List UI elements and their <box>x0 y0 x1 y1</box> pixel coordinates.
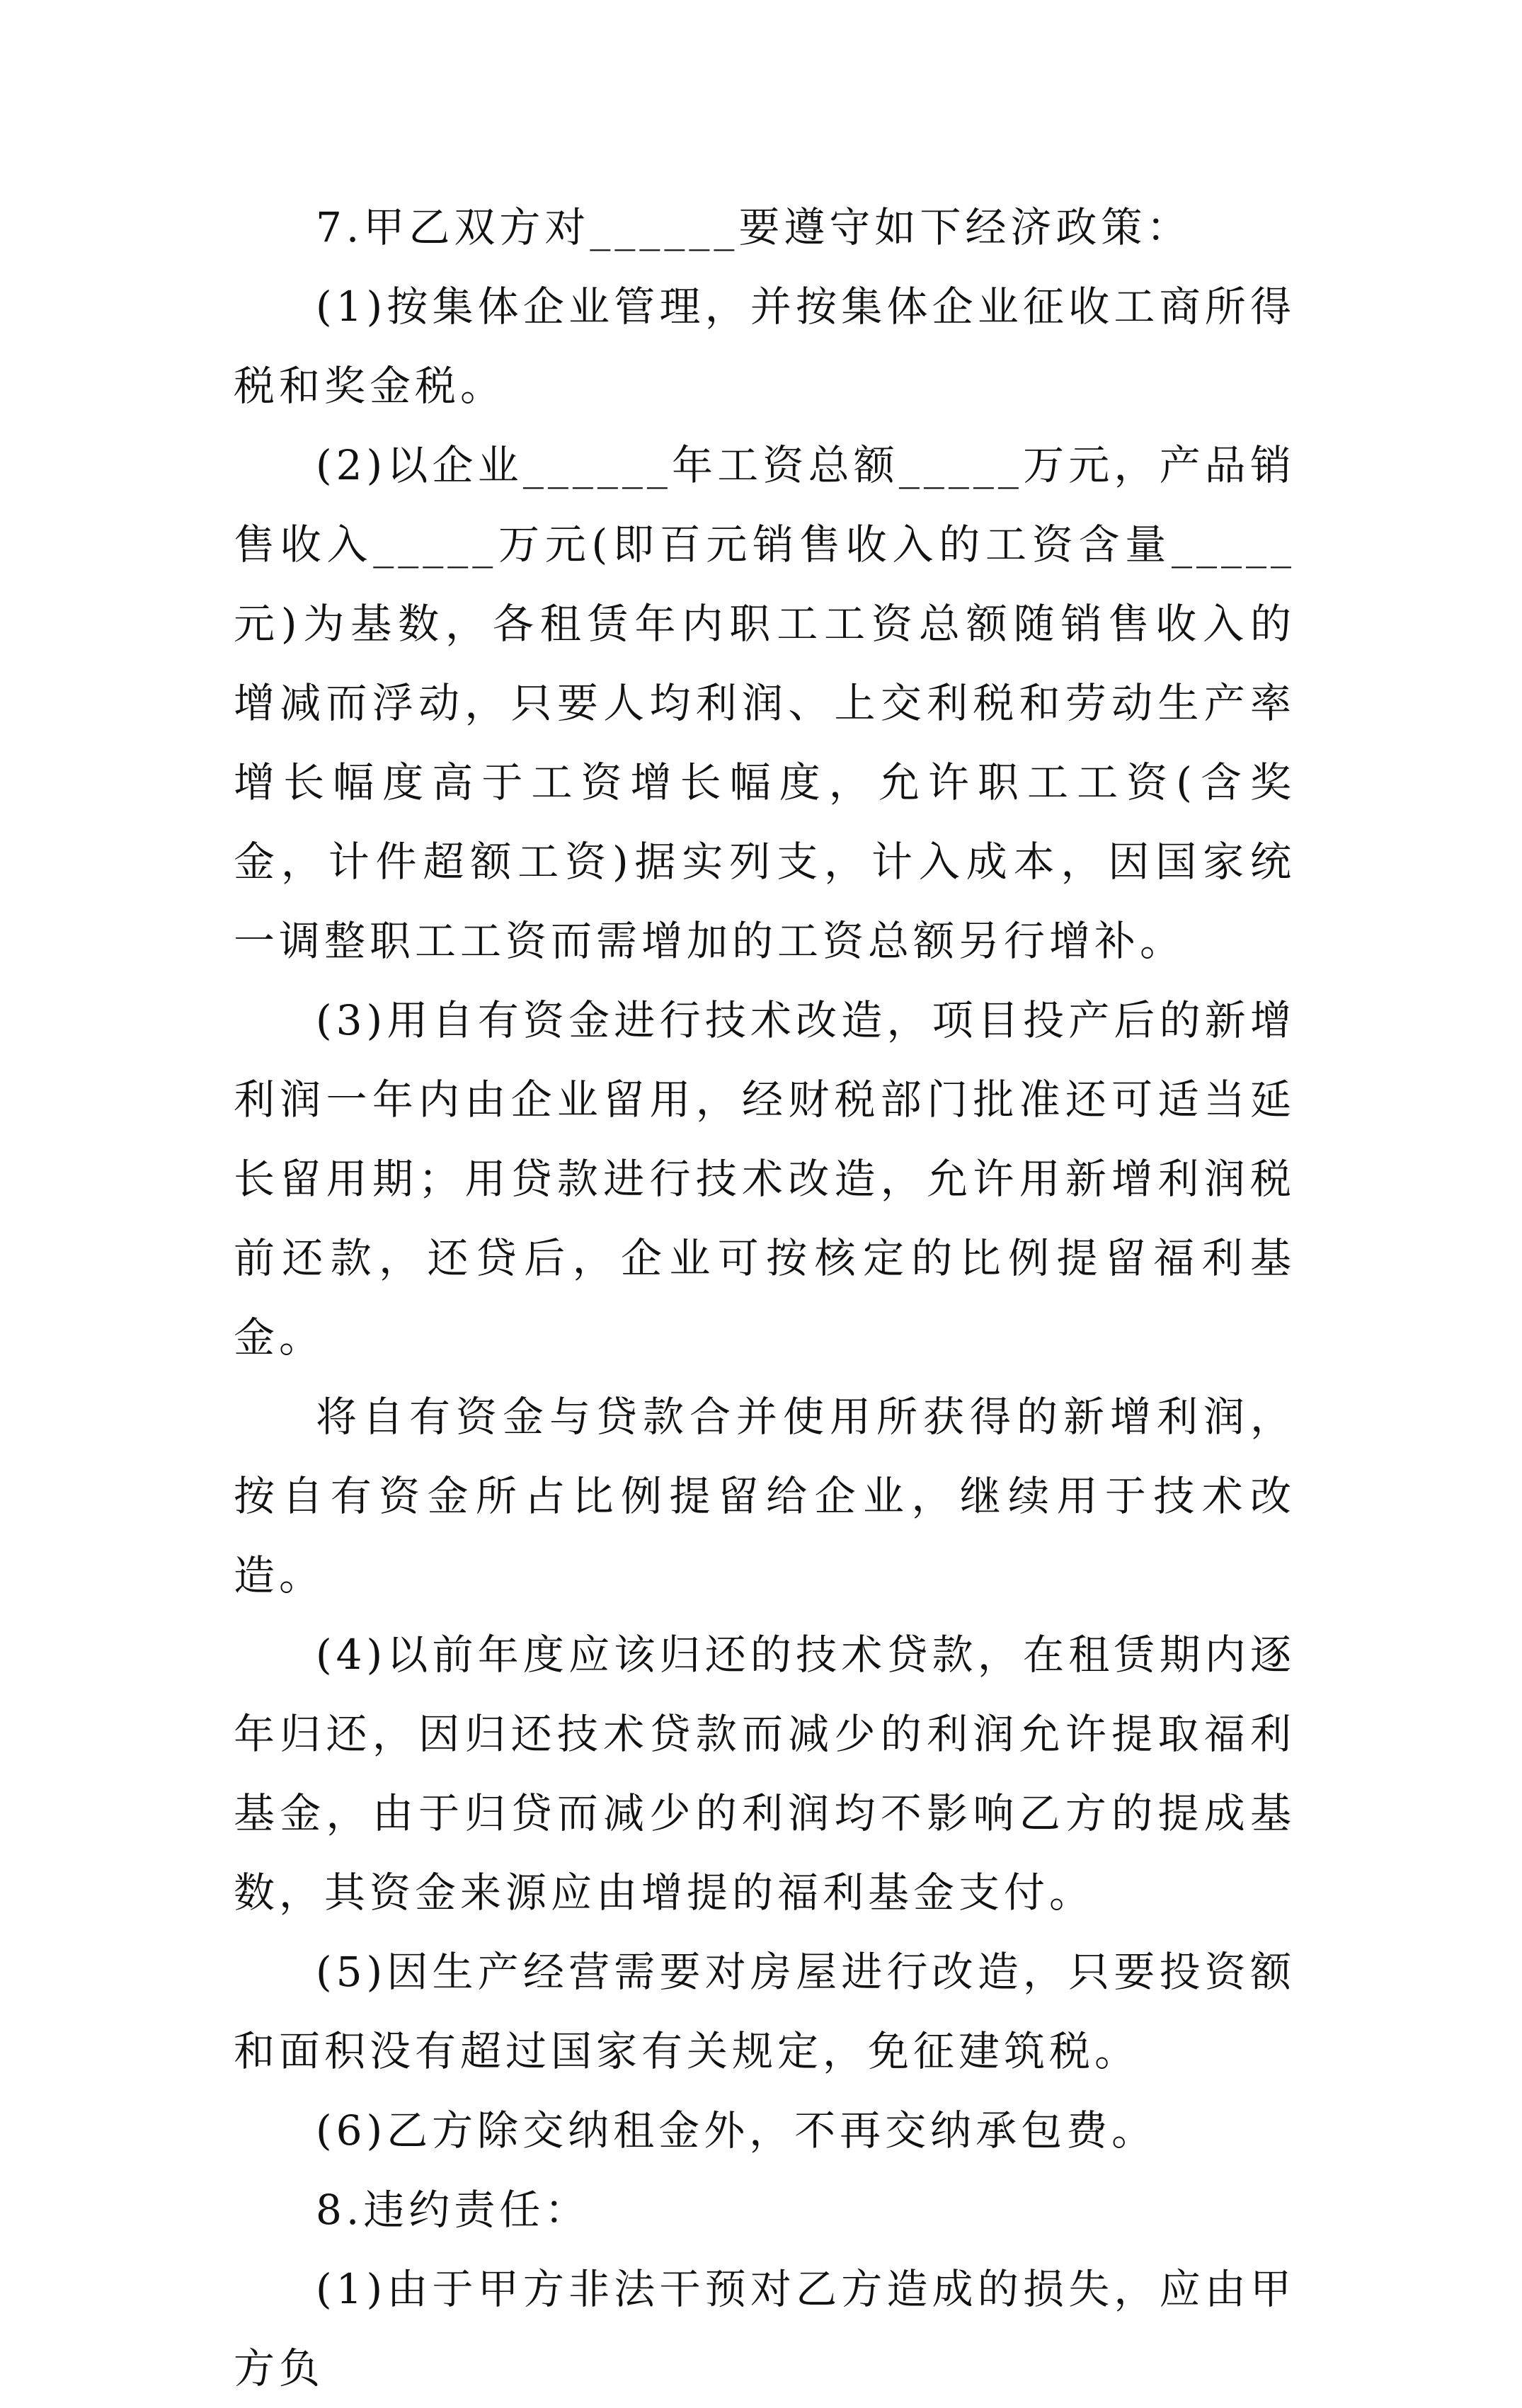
policy-item-4: (4)以前年度应该归还的技术贷款，在租赁期内逐年归还，因归还技术贷款而减少的利润允许提取福利基金，由于归贷而减少的利润均不影响乙方的提成基数，其资金来源应由增提的福利基金支付。 <box>234 1631 1295 1917</box>
policy-item-1: (1)按集体企业管理，并按集体企业征收工商所得税和奖金税。 <box>234 283 1295 410</box>
document-body <box>234 188 1295 2408</box>
liability-item-1: (1)由于甲方非法干预对乙方造成的损失，应由甲方负 <box>234 2265 1295 2392</box>
policy-item-5: (5)因生产经营需要对房屋进行改造，只要投资额和面积没有超过国家有关规定，免征建筑税。 <box>234 1948 1295 2075</box>
policy-item-3: (3)用自有资金进行技术改造，项目投产后的新增利润一年内由企业留用，经财税部门批准还可适当延长留用期；用贷款进行技术改造，允许用新增利润税前还款，还贷后，企业可按核定的比例提留福利基金。 <box>234 996 1295 1362</box>
policy-item-6: (6)乙方除交纳租金外，不再交纳承包费。 <box>316 2106 1157 2155</box>
clause-8-heading: 8.违约责任： <box>316 2186 590 2234</box>
policy-item-3-continuation: 将自有资金与贷款合并使用所获得的新增利润，按自有资金所占比例提留给企业，继续用于技术改造。 <box>234 1393 1295 1599</box>
clause-7-heading: 7.甲乙双方对______要遵守如下经济政策： <box>316 203 1192 251</box>
policy-item-2: (2)以企业______年工资总额_____万元，产品销售收入_____万元(即百元销售收入的工资含量_____元)为基数，各租赁年内职工工资总额随销售收入的增减而浮动，只要人均利润、上交利税和劳动生产率增长幅度高于工资增长幅度，允许职工工资(含奖金，计件超额工资)据实列支，计入成本，因国家统一调整职工工资而需增加的工资总额另行增补。 <box>234 441 1295 965</box>
